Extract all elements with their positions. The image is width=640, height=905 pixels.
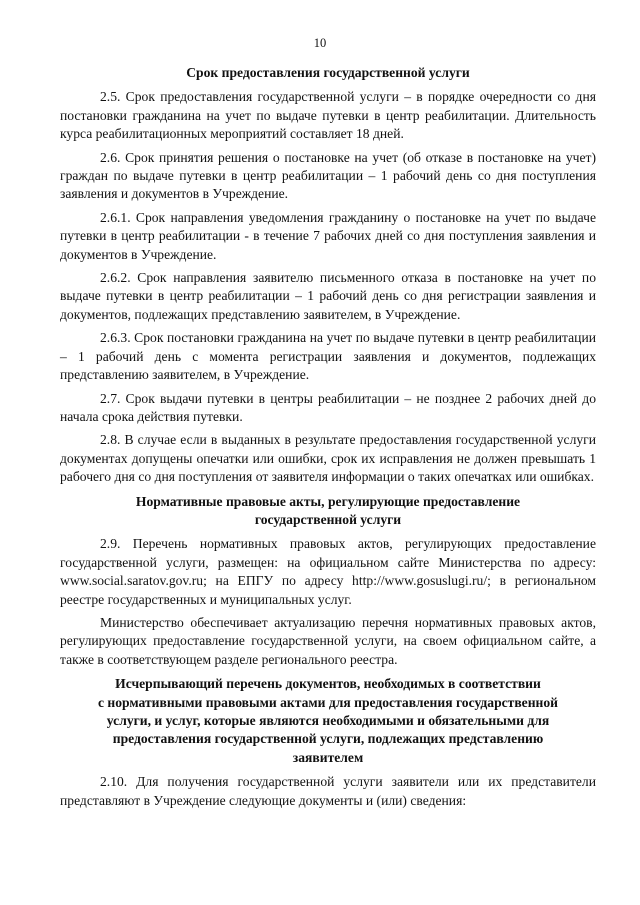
paragraph-2-9: 2.9. Перечень нормативных правовых актов, регулирующих предоставление государственной услуги, размещен: на официальном сайте Министерства по адресу: www.social.saratov.gov.ru; на ЕПГУ по адресу http://www.gosuslugi.ru/; в региональном реестре государственных и муниципальных услуг.: [60, 536, 596, 607]
page-number: 10: [313, 36, 327, 50]
paragraph-2-6-1: 2.6.1. Срок направления уведомления гражданину о постановке на учет по выдаче путевки в центр реабилитации - в течение 7 рабочих дней со дня поступления заявления и документов в Учреждение.: [60, 209, 596, 262]
paragraph-2-5: 2.5. Срок предоставления государственной услуги – в порядке очередности со дня постановки гражданина на учет по выдаче путевки в центр реабилитации. Длительность курса реабилитационных мероприятий составляет 18 дней.: [60, 89, 596, 142]
section-heading-documents-line4: предоставления государственной услуги, подлежащих представлению: [112, 731, 544, 747]
paragraph-2-8: 2.8. В случае если в выданных в результате предоставления государственной услуги документах допущены опечатки или ошибки, срок их исправления не должен превышать 1 рабочего дня со дня поступления от заявителя информации о таких опечатках или ошибках.: [60, 432, 596, 485]
section-heading-service-term: Срок предоставления государственной услуги: [186, 65, 470, 80]
paragraph-ministry-actualization: Министерство обеспечивает актуализацию перечня нормативных правовых актов, регулирующих предоставление государственной услуги, на своем официальном сайте, а также в соответствующем разделе регионального реестра.: [60, 614, 596, 667]
section-heading-documents-line3: услуги, и услуг, которые являются необходимыми и обязательными для: [106, 713, 550, 728]
section-heading-documents-line5: заявителем: [292, 749, 364, 765]
paragraph-2-10: 2.10. Для получения государственной услуги заявители или их представители представляют в Учреждение следующие документы и (или) сведения:: [60, 774, 596, 808]
section-heading-documents-line2: с нормативными правовыми актами для предоставления государственной: [97, 694, 559, 710]
section-heading-required-documents: [60, 675, 596, 767]
section-heading-legal-acts: [60, 493, 596, 530]
section-heading-legal-acts-line2: государственной услуги: [254, 511, 402, 527]
document-body: [60, 64, 596, 815]
paragraph-2-6: 2.6. Срок принятия решения о постановке на учет (об отказе в постановке на учет) граждан по выдаче путевки в центр реабилитации – 1 рабочий день со дня поступления заявления и документов в Учреждение.: [60, 149, 596, 202]
paragraph-2-6-2: 2.6.2. Срок направления заявителю письменного отказа в постановке на учет по выдаче путевки в центр реабилитации – 1 рабочий день со дня регистрации заявления и документов, подлежащих представлению заявителем, в Учреждение.: [60, 270, 596, 322]
section-heading-documents-line1: Исчерпывающий перечень документов, необходимых в соответствии: [115, 676, 541, 692]
paragraph-2-6-3: 2.6.3. Срок постановки гражданина на учет по выдаче путевки в центр реабилитации – 1 рабочий день с момента регистрации заявления и документов, подлежащих представлению заявителем, в Учреждение.: [60, 330, 596, 383]
section-heading-legal-acts-line1: Нормативные правовые акты, регулирующие предоставление: [135, 493, 521, 509]
paragraph-2-7: 2.7. Срок выдачи путевки в центры реабилитации – не позднее 2 рабочих дней до начала срока действия путевки.: [60, 390, 596, 424]
